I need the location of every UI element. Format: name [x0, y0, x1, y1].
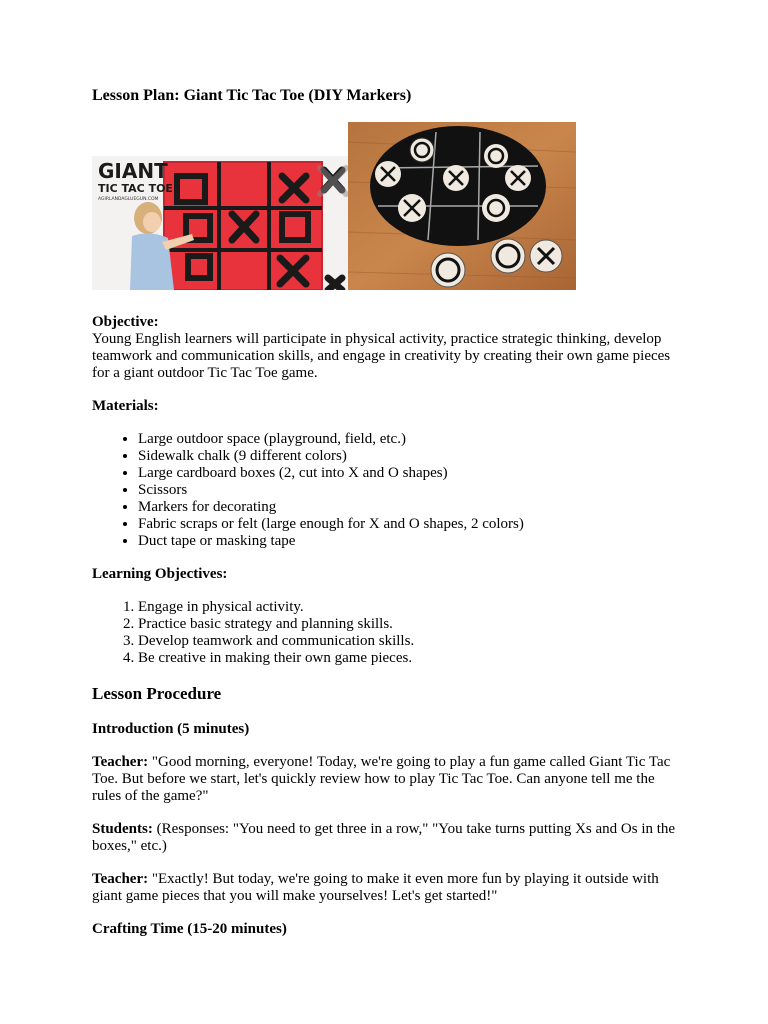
- dialogue-text: (Responses: "You need to get three in a row," "You take turns putting Xs and Os in the boxes," etc.): [92, 821, 676, 854]
- dialogue-students: [92, 821, 682, 855]
- brand-url: AGIRLANDAGLUEGUN.COM: [98, 197, 159, 202]
- speaker-label: Teacher:: [92, 754, 149, 770]
- materials-list: [92, 431, 682, 550]
- brand-subtitle: TIC TAC TOE: [98, 182, 173, 195]
- dialogue-teacher-2: [92, 871, 682, 905]
- list-item: 3. Develop teamwork and communication skills.: [138, 633, 682, 650]
- list-item: 4. Be creative in making their own game pieces.: [138, 650, 682, 667]
- dialogue-teacher-1: [92, 754, 682, 805]
- list-item: • Duct tape or masking tape: [138, 533, 682, 550]
- list-item: • Large outdoor space (playground, field, etc.): [138, 431, 682, 448]
- learning-objectives-heading: Learning Objectives:: [92, 566, 228, 582]
- crafting-heading: Crafting Time (15-20 minutes): [92, 921, 287, 937]
- diy-markers-board-photo: [348, 122, 576, 290]
- dialogue-text: "Exactly! But today, we're going to make it even more fun by playing it outside with giant game pieces that you will make yourselves! Let's get started!": [92, 871, 659, 904]
- objective-text: Young English learners will participate in physical activity, practice strategic thinking, develop teamwork and communication skills, and engage in creativity by creating their own game pieces for a giant outdoor Tic Tac Toe game.: [92, 331, 671, 381]
- dialogue-text: "Good morning, everyone! Today, we're going to play a fun game called Giant Tic Tac Toe. But before we start, let's quickly review how to play Tic Tac Toe. Can anyone tell me the rules of the game?": [92, 754, 671, 804]
- objective-section: [92, 314, 682, 382]
- list-item: • Large cardboard boxes (2, cut into X and O shapes): [138, 465, 682, 482]
- page-title: Lesson Plan: Giant Tic Tac Toe (DIY Markers): [92, 87, 412, 104]
- giant-tic-tac-toe-photo: [92, 156, 348, 290]
- document-page: [92, 86, 682, 954]
- learning-objectives-list: [92, 599, 682, 667]
- materials-section: [92, 398, 682, 550]
- list-item: • Scissors: [138, 482, 682, 499]
- image-row: [92, 122, 682, 290]
- speaker-label: Teacher:: [92, 871, 149, 887]
- materials-heading: Materials:: [92, 398, 159, 414]
- objective-heading: Objective:: [92, 314, 159, 330]
- speaker-label: Students:: [92, 821, 153, 837]
- list-item: 1. Engage in physical activity.: [138, 599, 682, 616]
- list-item: • Sidewalk chalk (9 different colors): [138, 448, 682, 465]
- list-item: 2. Practice basic strategy and planning skills.: [138, 616, 682, 633]
- list-item: • Fabric scraps or felt (large enough for X and O shapes, 2 colors): [138, 516, 682, 533]
- learning-objectives-section: [92, 566, 682, 667]
- procedure-heading: Lesson Procedure: [92, 684, 222, 703]
- brand-title: GIANT: [98, 159, 168, 183]
- introduction-heading: Introduction (5 minutes): [92, 721, 250, 737]
- list-item: • Markers for decorating: [138, 499, 682, 516]
